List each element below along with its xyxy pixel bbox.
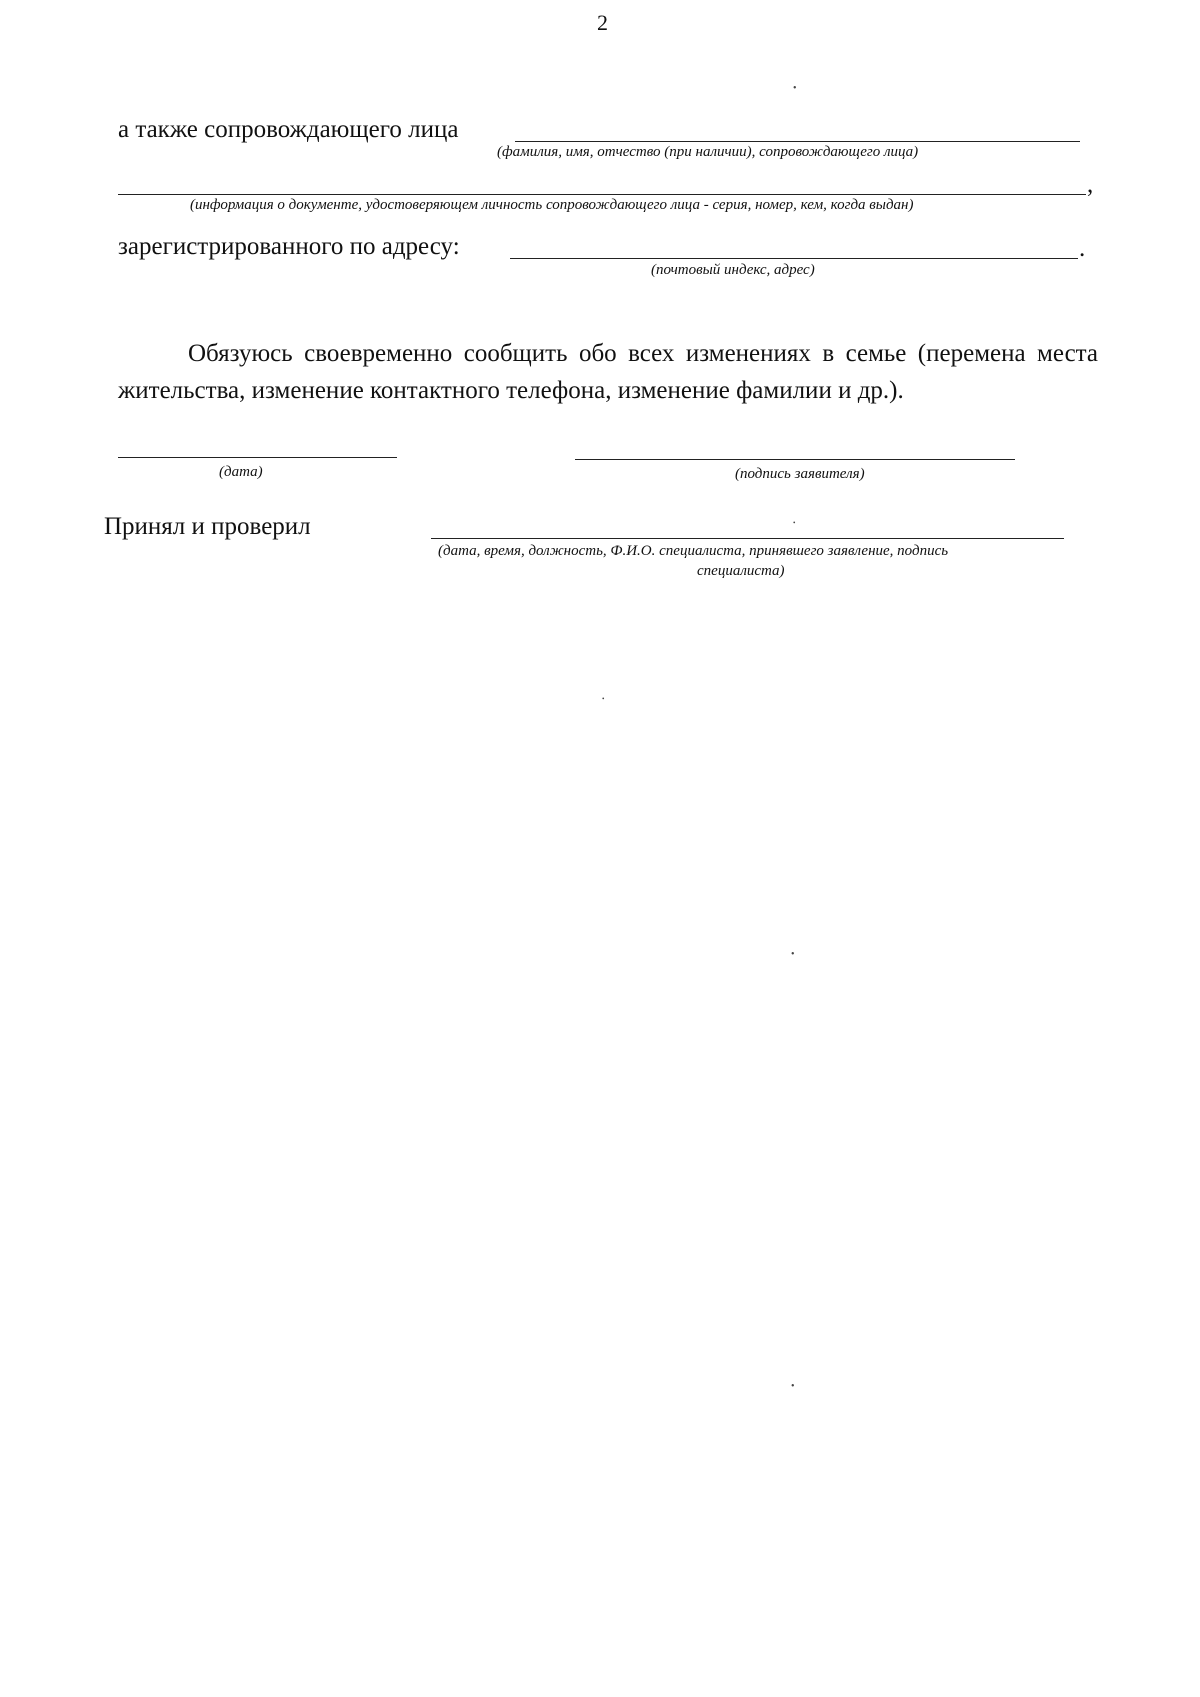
scan-speck: • — [791, 949, 795, 960]
escort-document-line[interactable] — [118, 194, 1086, 195]
registration-period: . — [1079, 235, 1086, 262]
received-label: Принял и проверил — [104, 513, 311, 540]
received-hint-line2: специалиста) — [697, 563, 785, 579]
page-number: 2 — [597, 10, 608, 35]
scan-speck: • — [793, 519, 796, 527]
escort-document-hint: (информация о документе, удостоверяющем личность сопровождающего лица - серия, номер, кем, когда выдан) — [190, 197, 914, 213]
scan-speck: • — [602, 695, 605, 703]
received-line[interactable] — [431, 538, 1064, 539]
escort-document-comma: , — [1087, 171, 1094, 198]
registration-hint: (почтовый индекс, адрес) — [651, 262, 815, 278]
commitment-text: Обязуюсь своевременно сообщить обо всех изменениях в семье (перемена места жительства, изменение контактного телефона, изменение фамилии и др.). — [118, 340, 1098, 404]
signature-hint: (подпись заявителя) — [735, 466, 865, 482]
escort-person-hint: (фамилия, имя, отчество (при наличии), сопровождающего лица) — [497, 144, 919, 160]
escort-person-label: а также сопровождающего лица — [118, 116, 459, 143]
date-hint: (дата) — [219, 464, 263, 480]
escort-person-line[interactable] — [515, 141, 1080, 142]
date-line[interactable] — [118, 457, 397, 458]
received-hint-line1: (дата, время, должность, Ф.И.О. специалиста, принявшего заявление, подпись — [438, 543, 949, 559]
registration-line[interactable] — [510, 258, 1078, 259]
scan-speck: • — [793, 83, 797, 94]
scan-speck: • — [791, 1381, 795, 1392]
commitment-paragraph — [118, 335, 1098, 409]
registration-label: зарегистрированного по адресу: — [118, 233, 460, 260]
signature-line[interactable] — [575, 459, 1015, 460]
